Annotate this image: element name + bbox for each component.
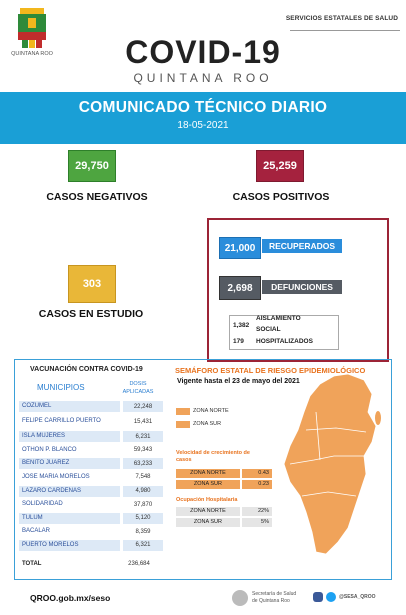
quintana-roo-map [276, 372, 386, 562]
header-divider [290, 30, 400, 31]
table-row [19, 431, 164, 442]
estudio-label: CASOS EN ESTUDIO [38, 308, 144, 320]
municipio-name: FELIPE CARRILLO PUERTO [22, 418, 101, 425]
facebook-icon[interactable] [313, 592, 323, 602]
footer-secretaria-a: Secretaría de Salud [252, 591, 297, 597]
dosis-value: 4,980 [123, 486, 163, 497]
table-row [19, 540, 164, 551]
aislamiento-value: 1,382 [233, 322, 250, 329]
dosis-value: 7,548 [135, 474, 151, 481]
indicator-row [176, 469, 272, 478]
dosis-value: 59,343 [133, 447, 153, 454]
municipio-name: TULUM [19, 513, 120, 524]
ocupacion-title: Ocupación Hospitalaria [176, 497, 238, 503]
footer-secretaria-b: de Quintana Roo [252, 598, 290, 604]
estudio-value: 303 [68, 265, 116, 303]
banner-date: 18-05-2021 [177, 120, 229, 131]
dosis-value: 22,248 [123, 401, 163, 412]
zone-name: ZONA SUR [176, 480, 240, 489]
municipio-name: COZUMEL [19, 401, 120, 412]
table-row [19, 499, 164, 510]
table-row [19, 526, 164, 537]
footer-url[interactable]: QROO.gob.mx/seso [30, 593, 111, 603]
page-title: COVID-19 [125, 34, 281, 70]
table-row [19, 472, 164, 483]
secretaria-icon [232, 590, 248, 606]
twitter-icon[interactable] [326, 592, 336, 602]
table-row [19, 486, 164, 497]
dosis-value: 63,233 [123, 458, 163, 469]
zone-name: ZONA NORTE [176, 469, 240, 478]
zone-name: ZONA SUR [176, 518, 240, 527]
legend-sur-swatch [176, 421, 190, 428]
municipio-name: BENITO JUAREZ [19, 458, 120, 469]
defunciones-value: 2,698 [219, 276, 261, 300]
recuperados-label: RECUPERADOS [262, 239, 342, 253]
velocidad-title: Velocidad de crecimiento de casos [176, 450, 250, 463]
zone-value: 22% [242, 507, 272, 516]
banner-title: COMUNICADO TÉCNICO DIARIO [78, 99, 328, 116]
zone-value: 0.23 [242, 480, 272, 489]
aislamiento-label-a: AISLAMIENTO [256, 315, 301, 322]
col-municipios: MUNICIPIOS [37, 383, 85, 392]
semaforo-title: SEMÁFORO ESTATAL DE RIESGO EPIDEMIOLÓGICO [175, 366, 366, 375]
municipio-name: PUERTO MORELOS [19, 540, 120, 551]
municipio-name: SOLIDARIDAD [22, 501, 63, 508]
dosis-value: 15,431 [133, 418, 153, 425]
hospitalizados-value: 179 [233, 338, 244, 345]
municipio-name: ISLA MUJERES [19, 431, 120, 442]
zone-value: 0.43 [242, 469, 272, 478]
logo-text: QUINTANA ROO [11, 51, 53, 57]
vaccination-title: VACUNACIÓN CONTRA COVID-19 [30, 366, 143, 373]
legend-sur: ZONA SUR [193, 421, 222, 427]
hospitalizados-label: HOSPITALIZADOS [256, 338, 313, 345]
services-label: SERVICIOS ESTATALES DE SALUD [285, 15, 398, 22]
table-row [19, 458, 164, 469]
recuperados-value: 21,000 [219, 237, 261, 259]
table-row [19, 415, 164, 429]
dosis-value: 6,321 [123, 540, 163, 551]
page-subtitle: QUINTANA ROO [133, 71, 273, 85]
negativos-value: 29,750 [68, 150, 116, 182]
dosis-value: 37,870 [133, 501, 153, 508]
table-row [19, 445, 164, 456]
vaccination-total-value: 236,684 [128, 561, 150, 567]
vaccination-total-label: TOTAL [22, 561, 42, 567]
zone-name: ZONA NORTE [176, 507, 240, 516]
indicator-row [176, 507, 272, 516]
dosis-value: 8,359 [135, 528, 151, 535]
negativos-label: CASOS NEGATIVOS [46, 191, 148, 203]
municipio-name: JOSE MARIA MORELOS [22, 473, 90, 480]
municipio-name: LAZARO CARDENAS [19, 486, 120, 497]
positivos-value: 25,259 [256, 150, 304, 182]
dosis-value: 5,120 [123, 513, 163, 524]
defunciones-label: DEFUNCIONES [262, 280, 342, 294]
positivos-label: CASOS POSITIVOS [232, 191, 330, 203]
table-row [19, 513, 164, 524]
legend-norte-swatch [176, 408, 190, 415]
semaforo-vigente: Vigente hasta el 23 de mayo del 2021 [177, 378, 300, 385]
aislamiento-label-b: SOCIAL [256, 326, 281, 333]
table-row [19, 401, 164, 412]
footer-handle[interactable]: @SESA_QROO [339, 594, 376, 600]
col-dosis-a: DOSIS [129, 381, 147, 387]
zone-value: 5% [242, 518, 272, 527]
municipio-name: BACALAR [22, 528, 51, 535]
ocupacion-rows [176, 507, 272, 529]
indicator-row [176, 518, 272, 527]
legend-norte: ZONA NORTE [193, 408, 229, 414]
dosis-value: 6,231 [123, 431, 163, 442]
indicator-row [176, 480, 272, 489]
vaccination-rows [19, 401, 164, 554]
municipio-name: OTHON P. BLANCO [22, 446, 77, 453]
velocidad-rows [176, 469, 272, 491]
col-dosis-b: APLICADAS [122, 389, 154, 395]
